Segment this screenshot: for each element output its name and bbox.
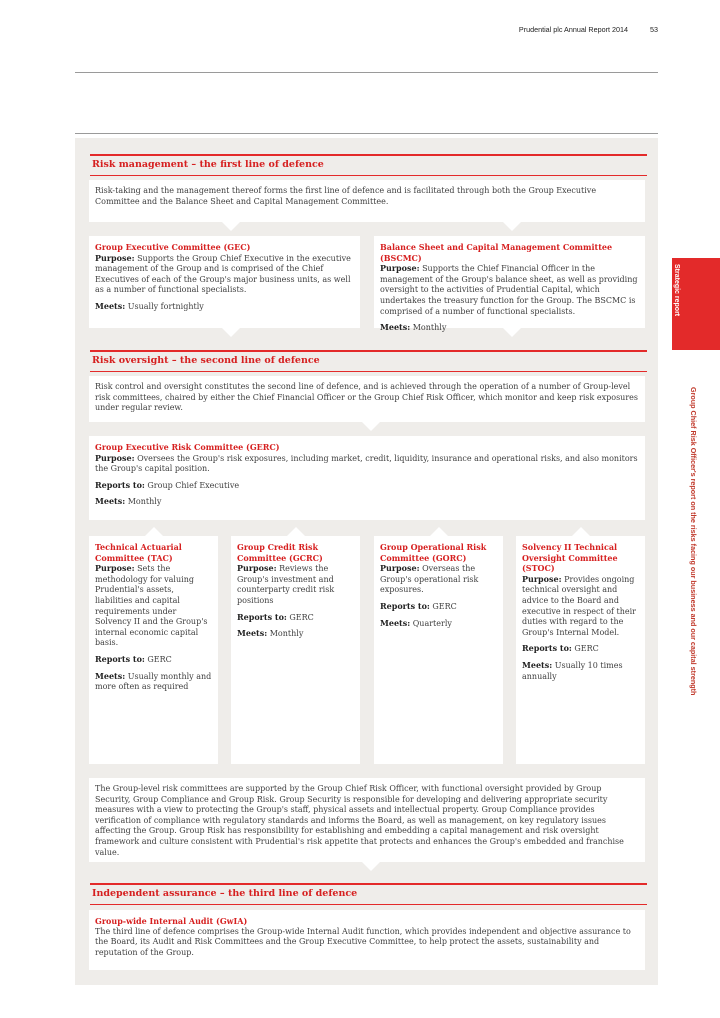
first-line-intro: Risk-taking and the management thereof forms the first line of defence and is facilitated through both the Group Executive Committee and the Balance Sheet and Capital Management Committee. (89, 180, 645, 222)
committee-name: Group Credit Risk Committee (GCRC) (237, 542, 323, 563)
gorc-box: Group Operational Risk Committee (GORC) Purpose: Overseas the Group's operational risk exposures. Reports to: GERC Meets: Quarterly (374, 536, 503, 764)
arrow-down-icon (222, 222, 240, 231)
side-tab-label: Strategic report (673, 264, 680, 317)
tac-box: Technical Actuarial Committee (TAC) Purpose: Sets the methodology for valuing Prudential's assets, liabilities and capital requirements under Solvency II and the Group's internal economic capital basis. Reports to: GERC Meets: Usually monthly and more often as required (89, 536, 218, 764)
committee-name: Balance Sheet and Capital Management Committee (BSCMC) (380, 242, 613, 263)
committee-name: Solvency II Technical Oversight Committee (STOC) (522, 542, 618, 574)
bscmc-box: Balance Sheet and Capital Management Committee (BSCMC) Purpose: Supports the Chief Financial Officer in the management of the Group's balance sheet, as well as providing oversight to the activities of Prudential Capital, which undertakes the treasury function for the Group. The BSCMC is comprised of a number of functional specialists. Meets: Monthly (374, 236, 645, 328)
arrow-up-icon (572, 527, 590, 536)
arrow-up-icon (430, 527, 448, 536)
section-title-first-line: Risk management – the first line of defence (90, 154, 647, 176)
support-summary: The Group-level risk committees are supported by the Group Chief Risk Officer, with functional oversight provided by Group Security, Group Compliance and Group Risk. Group Security is responsible for developing and delivering appropriate security measures with a view to protecting the Group's staff, physical assets and intellectual property. Group Compliance provides verification of compliance with regulatory standards and informs the Board, as well as management, on key regulatory issues affecting the Group. Group Risk has responsibility for establishing and embedding a capital management and risk oversight framework and culture consistent with Prudential's risk appetite that protects and enhances the Group's embedded and franchise value. (89, 778, 645, 862)
committee-name: Group Operational Risk Committee (GORC) (380, 542, 487, 563)
arrow-down-icon (503, 222, 521, 231)
page-number: 53 (650, 25, 658, 34)
committee-name: Group-wide Internal Audit (GwIA) (95, 916, 248, 926)
divider (75, 133, 658, 134)
second-line-intro: Risk control and oversight constitutes the second line of defence, and is achieved through the operation of a number of Group-level risk committees, chaired by either the Chief Financial Officer or the Group Chief Risk Officer, which monitor and keep risk exposures under regular review. (89, 376, 645, 422)
gcrc-box: Group Credit Risk Committee (GCRC) Purpose: Reviews the Group's investment and counterparty credit risk positions Reports to: GERC Meets: Monthly (231, 536, 360, 764)
section-title-third-line: Independent assurance – the third line of defence (90, 883, 647, 905)
committee-name: Technical Actuarial Committee (TAC) (95, 542, 182, 563)
arrow-down-icon (503, 328, 521, 337)
side-section-label: Group Chief Risk Officer's report on the risks facing our business and our capital strength (689, 387, 698, 696)
stoc-box: Solvency II Technical Oversight Committee (STOC) Purpose: Provides ongoing technical oversight and advice to the Board and executive in respect of their duties with regard to the Group's Internal Model. Reports to: GERC Meets: Usually 10 times annually (516, 536, 645, 764)
gec-box: Group Executive Committee (GEC) Purpose: Supports the Group Chief Executive in the executive management of the Group and is comprised of the Chief Executives of each of the Group's major business units, as well as a number of functional specialists. Meets: Usually fortnightly (89, 236, 360, 328)
arrow-down-icon (362, 862, 380, 871)
divider (75, 72, 658, 73)
arrow-down-icon (222, 328, 240, 337)
report-title: Prudential plc Annual Report 2014 (518, 25, 628, 34)
arrow-down-icon (362, 422, 380, 431)
arrow-up-icon (145, 527, 163, 536)
gerc-box: Group Executive Risk Committee (GERC) Purpose: Oversees the Group's risk exposures, including market, credit, liquidity, insurance and operational risks, and also monitors the Group's capital position. Reports to: Group Chief Executive Meets: Monthly (89, 436, 645, 520)
arrow-up-icon (287, 527, 305, 536)
committee-name: Group Executive Committee (GEC) (95, 242, 251, 252)
section-title-second-line: Risk oversight – the second line of defence (90, 350, 647, 372)
gwia-box: Group-wide Internal Audit (GwIA) The third line of defence comprises the Group-wide Internal Audit function, which provides independent and objective assurance to the Board, its Audit and Risk Committees and the Group Executive Committee, to help protect the assets, sustainability and reputation of the Group. (89, 910, 645, 970)
committee-name: Group Executive Risk Committee (GERC) (95, 442, 280, 452)
page-header (519, 25, 658, 34)
